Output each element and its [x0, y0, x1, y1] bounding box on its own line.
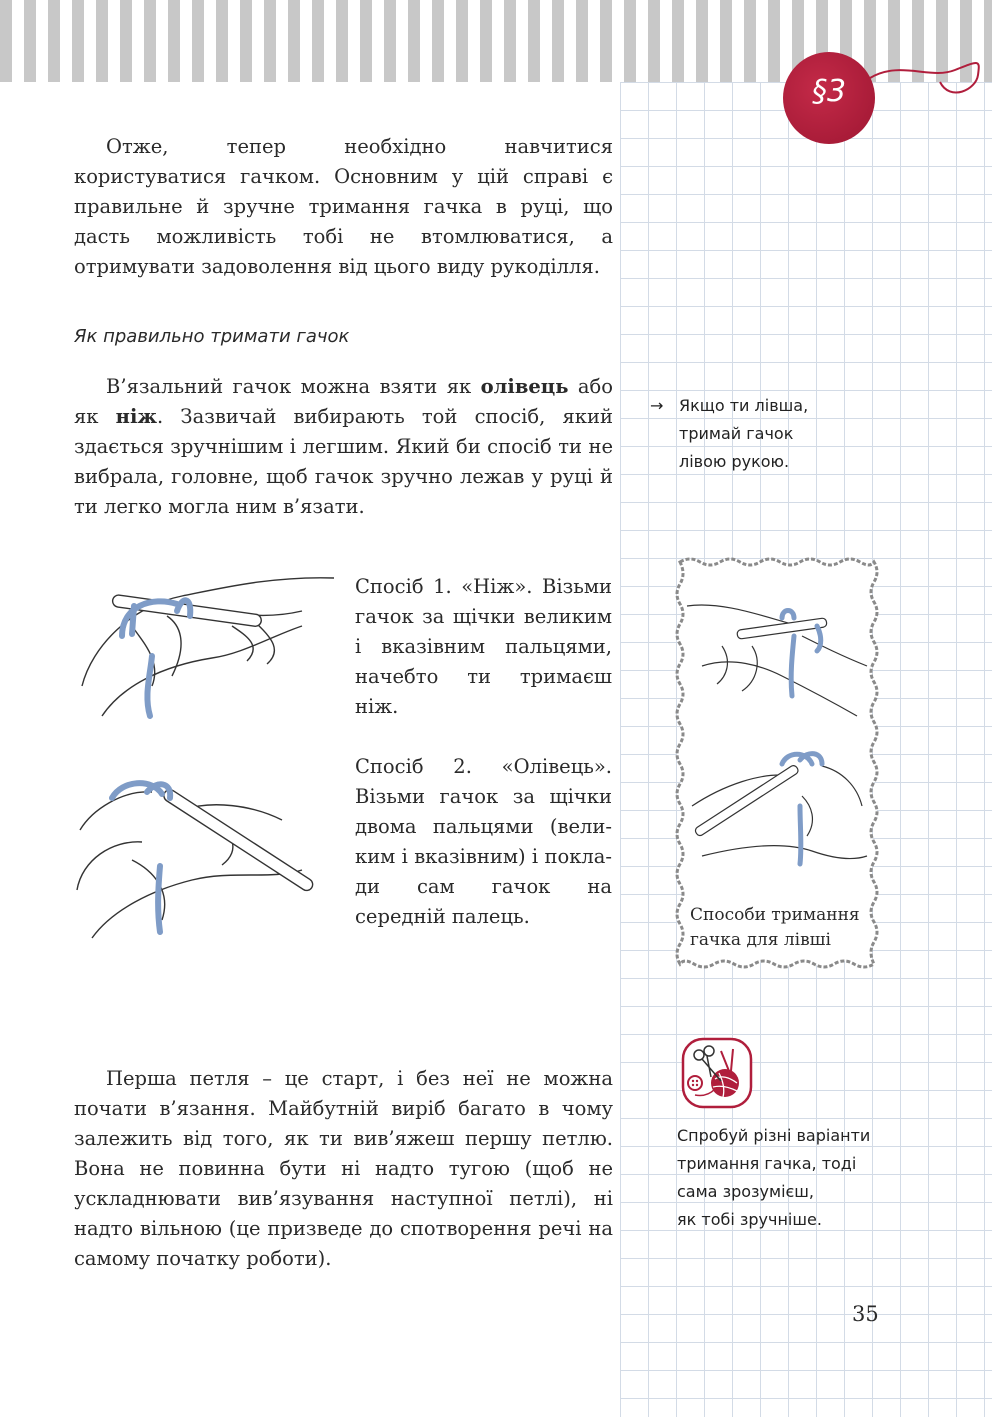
section-badge: §3 [783, 52, 875, 144]
left-hand-caption-line-2: гачка для лівші [690, 930, 831, 950]
pencil-grip-illustration [72, 770, 348, 945]
left-pencil-grip-illustration [682, 746, 872, 876]
tip-line-1: Спробуй різні варіанти [677, 1126, 871, 1145]
left-hand-note-line-2: тримай гачок [679, 424, 794, 443]
method-2-text: Спосіб 2. «Олівець». Візьми гачок за щічки двома пальцями (великим і вказівним) і поклади сам гачок на середній палець. [355, 755, 612, 928]
method-1-text: Спосіб 1. «Ніж». Візьми гачок за щічки великим і вказівним пальцями, начебто ти тримаєш ніж. [355, 575, 612, 718]
left-hand-caption [690, 903, 880, 953]
knife-grip-illustration [72, 566, 348, 726]
tip-note [677, 1122, 870, 1234]
left-hand-note-line-1: → Якщо ти лівша, [650, 392, 808, 420]
first-loop-paragraph: Перша петля – це старт, і без неї не можна почати в’язання. Майбутній виріб багато в чому залежить від того, як ти вив’яжеш першу петлю. Вона не повинна бути ні надто тугою (щоб не ускладнювати вив’язування наступної петлі), ні надто вільною (це призведе до спотворення речі на самому початку роботи). [74, 1067, 613, 1270]
subheading: Як правильно тримати гачок [74, 326, 350, 347]
tip-line-4: як тобі зручніше. [677, 1210, 822, 1229]
tip-line-3: сама зрозумієш, [677, 1182, 815, 1201]
scissors-yarn-icon [681, 1037, 753, 1109]
intro-paragraph: Отже, тепер необхідно навчитися користуватися гачком. Основним у цій справі є правильне й зручне тримання гачка в руці, що дасть можливість тобі не втомлюватися, а отримувати задоволення від цього виду рукоділля. [74, 135, 613, 278]
left-hand-note-line-3: лівою рукою. [679, 452, 790, 471]
left-hand-note [650, 392, 808, 476]
left-knife-grip-illustration [682, 596, 872, 726]
left-hand-caption-line-1: Способи тримання [690, 905, 860, 925]
thread-decoration [860, 20, 992, 100]
arrow-icon: → [650, 396, 664, 415]
hold-paragraph: В’язальний гачок можна взяти як олівець або як ніж. Зазвичай вибирають той спосіб, який здається зручнішим і легшим. Який би спосіб ти не вибрала, головне, щоб гачок зручно лежав у руці й ти легко могла ним в’язати. [74, 375, 613, 518]
page-number: 35 [852, 1302, 879, 1326]
tip-line-2: тримання гачка, тоді [677, 1154, 857, 1173]
